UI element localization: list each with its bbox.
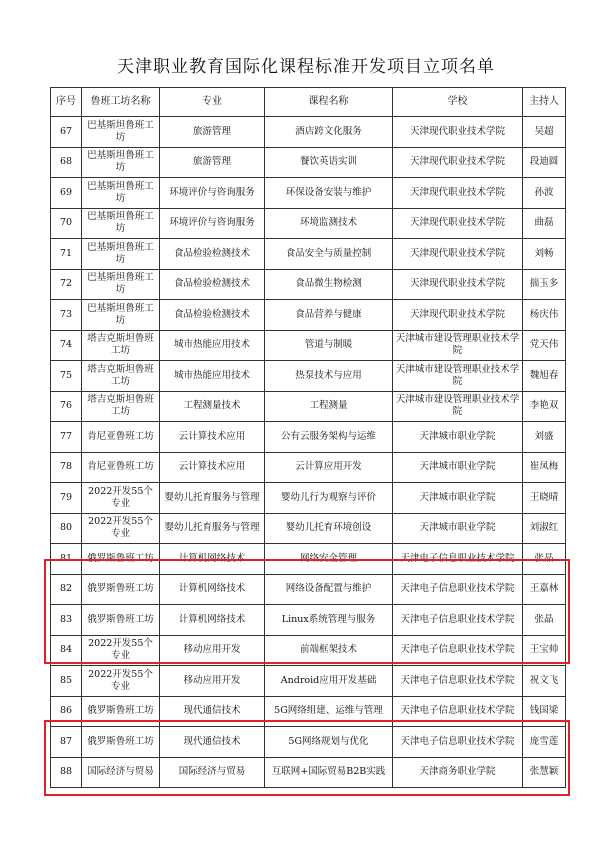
cell-course: 酒店跨文化服务 (265, 117, 393, 148)
table-row (51, 696, 566, 727)
cell-index: 86 (51, 696, 82, 727)
cell-workshop: 巴基斯坦鲁班工坊 (82, 208, 160, 239)
cell-index: 81 (51, 544, 82, 575)
table-row (51, 147, 566, 178)
cell-course: Android应用开发基础 (265, 666, 393, 697)
cell-workshop: 俄罗斯鲁班工坊 (82, 696, 160, 727)
cell-host: 王宝帅 (523, 635, 566, 666)
cell-major: 现代通信技术 (160, 696, 265, 727)
cell-major: 计算机网络技术 (160, 544, 265, 575)
cell-major: 食品检验检测技术 (160, 269, 265, 300)
table-row (51, 391, 566, 422)
header-school: 学校 (393, 88, 523, 117)
cell-course: 管道与制暖 (265, 330, 393, 361)
cell-school: 天津城市建设管理职业技术学院 (393, 361, 523, 392)
table-row (51, 757, 566, 788)
cell-host: 庞雪莲 (523, 727, 566, 758)
cell-school: 天津电子信息职业技术学院 (393, 666, 523, 697)
cell-host: 刘盛 (523, 422, 566, 453)
table-row (51, 666, 566, 697)
cell-major: 现代通信技术 (160, 727, 265, 758)
cell-host: 刘畅 (523, 239, 566, 270)
cell-major: 工程测量技术 (160, 391, 265, 422)
table-row (51, 574, 566, 605)
cell-course: 5G网络规划与优化 (265, 727, 393, 758)
table-row (51, 361, 566, 392)
cell-workshop: 俄罗斯鲁班工坊 (82, 574, 160, 605)
cell-workshop: 俄罗斯鲁班工坊 (82, 727, 160, 758)
table-row (51, 208, 566, 239)
cell-school: 天津现代职业技术学院 (393, 300, 523, 331)
project-table (50, 87, 566, 788)
cell-school: 天津现代职业技术学院 (393, 178, 523, 209)
cell-workshop: 俄罗斯鲁班工坊 (82, 544, 160, 575)
cell-index: 82 (51, 574, 82, 605)
cell-course: 公有云服务架构与运维 (265, 422, 393, 453)
cell-course: 网络设备配置与维护 (265, 574, 393, 605)
table-row (51, 330, 566, 361)
cell-course: 食品微生物检测 (265, 269, 393, 300)
cell-major: 云计算技术应用 (160, 452, 265, 483)
cell-host: 魏旭春 (523, 361, 566, 392)
cell-index: 71 (51, 239, 82, 270)
header-course: 课程名称 (265, 88, 393, 117)
cell-host: 张晶 (523, 544, 566, 575)
cell-index: 74 (51, 330, 82, 361)
cell-major: 食品检验检测技术 (160, 239, 265, 270)
cell-course: 热泵技术与应用 (265, 361, 393, 392)
cell-course: 云计算应用开发 (265, 452, 393, 483)
cell-host: 祝文飞 (523, 666, 566, 697)
cell-workshop: 塔吉克斯坦鲁班工坊 (82, 330, 160, 361)
table-row (51, 300, 566, 331)
cell-index: 83 (51, 605, 82, 636)
cell-index: 77 (51, 422, 82, 453)
table-row (51, 635, 566, 666)
table-row (51, 239, 566, 270)
cell-major: 移动应用开发 (160, 666, 265, 697)
cell-course: Linux系统管理与服务 (265, 605, 393, 636)
cell-workshop: 巴基斯坦鲁班工坊 (82, 239, 160, 270)
cell-school: 天津商务职业学院 (393, 757, 523, 788)
cell-course: 环保设备安装与维护 (265, 178, 393, 209)
cell-major: 城市热能应用技术 (160, 330, 265, 361)
cell-major: 计算机网络技术 (160, 574, 265, 605)
table-row (51, 544, 566, 575)
cell-school: 天津城市职业学院 (393, 452, 523, 483)
cell-course: 互联网+国际贸易B2B实践 (265, 757, 393, 788)
cell-workshop: 塔吉克斯坦鲁班工坊 (82, 361, 160, 392)
cell-host: 李艳双 (523, 391, 566, 422)
cell-school: 天津城市建设管理职业技术学院 (393, 391, 523, 422)
cell-school: 天津电子信息职业技术学院 (393, 696, 523, 727)
cell-school: 天津电子信息职业技术学院 (393, 605, 523, 636)
cell-host: 张慧颖 (523, 757, 566, 788)
cell-school: 天津城市职业学院 (393, 483, 523, 514)
cell-workshop: 塔吉克斯坦鲁班工坊 (82, 391, 160, 422)
table-row (51, 483, 566, 514)
cell-workshop: 国际经济与贸易 (82, 757, 160, 788)
header-major: 专业 (160, 88, 265, 117)
cell-index: 84 (51, 635, 82, 666)
cell-index: 76 (51, 391, 82, 422)
cell-major: 移动应用开发 (160, 635, 265, 666)
cell-workshop: 2022开发55个专业 (82, 483, 160, 514)
cell-index: 79 (51, 483, 82, 514)
cell-host: 刘淑红 (523, 513, 566, 544)
cell-host: 张晶 (523, 605, 566, 636)
cell-workshop: 2022开发55个专业 (82, 666, 160, 697)
cell-course: 工程测量 (265, 391, 393, 422)
cell-major: 城市热能应用技术 (160, 361, 265, 392)
header-index: 序号 (51, 88, 82, 117)
cell-major: 云计算技术应用 (160, 422, 265, 453)
cell-index: 72 (51, 269, 82, 300)
cell-index: 75 (51, 361, 82, 392)
cell-workshop: 巴基斯坦鲁班工坊 (82, 178, 160, 209)
cell-school: 天津电子信息职业技术学院 (393, 635, 523, 666)
cell-host: 王晓晴 (523, 483, 566, 514)
cell-workshop: 俄罗斯鲁班工坊 (82, 605, 160, 636)
cell-host: 钱国梁 (523, 696, 566, 727)
cell-host: 崔凤梅 (523, 452, 566, 483)
cell-major: 婴幼儿托育服务与管理 (160, 513, 265, 544)
table-row (51, 269, 566, 300)
cell-school: 天津城市职业学院 (393, 422, 523, 453)
table-header-row (51, 88, 566, 117)
cell-school: 天津电子信息职业技术学院 (393, 727, 523, 758)
cell-major: 旅游管理 (160, 117, 265, 148)
cell-school: 天津城市职业学院 (393, 513, 523, 544)
cell-host: 曲磊 (523, 208, 566, 239)
cell-school: 天津现代职业技术学院 (393, 239, 523, 270)
cell-index: 67 (51, 117, 82, 148)
cell-index: 78 (51, 452, 82, 483)
cell-host: 党天伟 (523, 330, 566, 361)
cell-school: 天津电子信息职业技术学院 (393, 544, 523, 575)
cell-course: 网络安全管理 (265, 544, 393, 575)
table-row (51, 513, 566, 544)
cell-workshop: 2022开发55个专业 (82, 635, 160, 666)
cell-index: 70 (51, 208, 82, 239)
cell-major: 环境评价与咨询服务 (160, 208, 265, 239)
table-row (51, 605, 566, 636)
cell-major: 婴幼儿托育服务与管理 (160, 483, 265, 514)
table-row (51, 178, 566, 209)
cell-workshop: 巴基斯坦鲁班工坊 (82, 269, 160, 300)
cell-index: 88 (51, 757, 82, 788)
cell-workshop: 肯尼亚鲁班工坊 (82, 422, 160, 453)
cell-index: 68 (51, 147, 82, 178)
cell-host: 段迪圆 (523, 147, 566, 178)
cell-index: 80 (51, 513, 82, 544)
table-row (51, 727, 566, 758)
cell-index: 69 (51, 178, 82, 209)
cell-major: 旅游管理 (160, 147, 265, 178)
page-title: 天津职业教育国际化课程标准开发项目立项名单 (117, 57, 495, 77)
cell-workshop: 巴基斯坦鲁班工坊 (82, 147, 160, 178)
cell-course: 餐饮英语实训 (265, 147, 393, 178)
cell-major: 计算机网络技术 (160, 605, 265, 636)
cell-major: 环境评价与咨询服务 (160, 178, 265, 209)
cell-workshop: 2022开发55个专业 (82, 513, 160, 544)
cell-school: 天津城市建设管理职业技术学院 (393, 330, 523, 361)
cell-index: 85 (51, 666, 82, 697)
cell-index: 73 (51, 300, 82, 331)
cell-course: 婴幼儿行为观察与评价 (265, 483, 393, 514)
cell-course: 食品营养与健康 (265, 300, 393, 331)
cell-course: 前端框架技术 (265, 635, 393, 666)
cell-school: 天津现代职业技术学院 (393, 147, 523, 178)
header-workshop: 鲁班工坊名称 (82, 88, 160, 117)
table-row (51, 452, 566, 483)
cell-workshop: 巴基斯坦鲁班工坊 (82, 117, 160, 148)
cell-school: 天津现代职业技术学院 (393, 208, 523, 239)
cell-workshop: 肯尼亚鲁班工坊 (82, 452, 160, 483)
cell-course: 5G网络组建、运维与管理 (265, 696, 393, 727)
cell-workshop: 巴基斯坦鲁班工坊 (82, 300, 160, 331)
cell-host: 王嘉林 (523, 574, 566, 605)
cell-school: 天津现代职业技术学院 (393, 269, 523, 300)
cell-host: 揣玉多 (523, 269, 566, 300)
cell-host: 吴超 (523, 117, 566, 148)
cell-index: 87 (51, 727, 82, 758)
cell-major: 食品检验检测技术 (160, 300, 265, 331)
cell-school: 天津电子信息职业技术学院 (393, 574, 523, 605)
cell-school: 天津现代职业技术学院 (393, 117, 523, 148)
cell-course: 食品安全与质量控制 (265, 239, 393, 270)
cell-major: 国际经济与贸易 (160, 757, 265, 788)
cell-host: 杨庆伟 (523, 300, 566, 331)
cell-course: 环境监测技术 (265, 208, 393, 239)
header-host: 主持人 (523, 88, 566, 117)
cell-host: 孙波 (523, 178, 566, 209)
table-row (51, 117, 566, 148)
cell-course: 婴幼儿托育环境创设 (265, 513, 393, 544)
table-row (51, 422, 566, 453)
